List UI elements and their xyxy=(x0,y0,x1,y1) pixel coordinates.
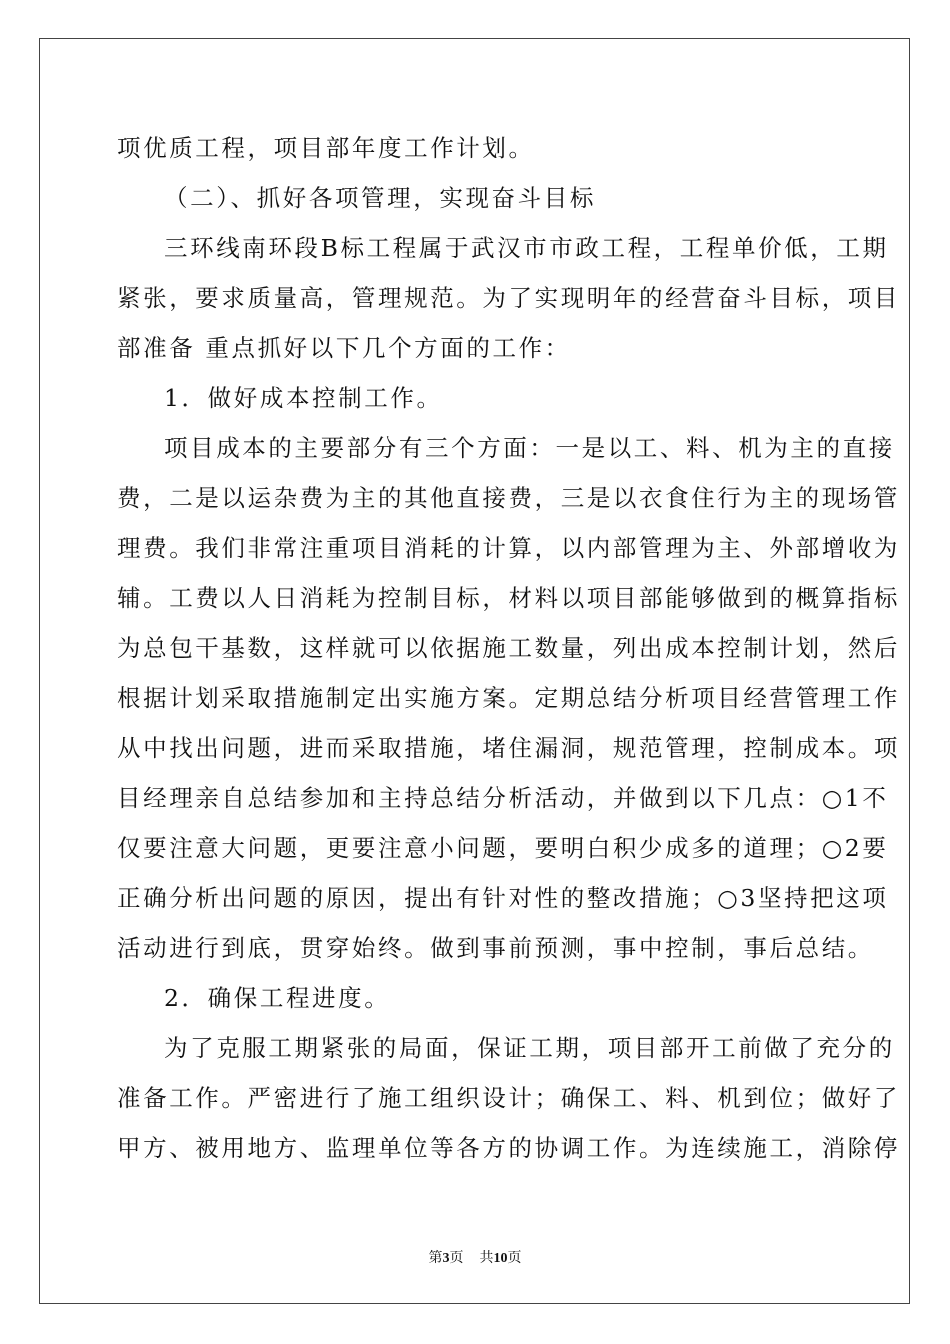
total-pages: 10 xyxy=(493,1251,508,1266)
text-line: 项优质工程，项目部年度工作计划。 xyxy=(117,134,535,162)
text-line: 部准备 重点抓好以下几个方面的工作： xyxy=(117,334,571,362)
text-line: 仅要注意大问题，更要注意小问题，要明白积少成多的道理；○2要 xyxy=(117,834,889,862)
text-line: 费，二是以运杂费为主的其他直接费，三是以衣食住行为主的现场管 xyxy=(117,484,900,512)
text-line: 活动进行到底，贯穿始终。做到事前预测，事中控制，事后总结。 xyxy=(117,934,874,962)
text-line: 紧张，要求质量高，管理规范。为了实现明年的经营奋斗目标，项目 xyxy=(117,284,900,312)
text-line: 从中找出问题，进而采取措施，堵住漏洞，规范管理，控制成本。项 xyxy=(117,734,900,762)
text-line: 三环线南环段B标工程属于武汉市市政工程，工程单价低，工期 xyxy=(164,234,889,262)
text-line: 为了克服工期紧张的局面，保证工期，项目部开工前做了充分的 xyxy=(164,1034,895,1062)
text-line: 正确分析出问题的原因，提出有针对性的整改措施；○3坚持把这项 xyxy=(117,884,889,912)
text-line: 甲方、被用地方、监理单位等各方的协调工作。为连续施工，消除停 xyxy=(117,1134,900,1162)
page-suffix: 页 xyxy=(449,1251,464,1266)
text-line: 辅。工费以人日消耗为控制目标，材料以项目部能够做到的概算指标 xyxy=(117,584,900,612)
page-prefix: 第 xyxy=(428,1251,443,1266)
text-line: 为总包干基数，这样就可以依据施工数量，列出成本控制计划，然后 xyxy=(117,634,900,662)
total-suffix: 页 xyxy=(507,1251,522,1266)
page-border xyxy=(39,38,910,1304)
subsection-heading: 1．做好成本控制工作。 xyxy=(164,384,443,412)
total-prefix: 共 xyxy=(479,1251,494,1266)
text-line: 理费。我们非常注重项目消耗的计算，以内部管理为主、外部增收为 xyxy=(117,534,900,562)
text-line: 项目成本的主要部分有三个方面：一是以工、料、机为主的直接 xyxy=(164,434,895,462)
text-line: 目经理亲自总结参加和主持总结分析活动，并做到以下几点：○1不 xyxy=(117,784,889,812)
section-heading: （二）、抓好各项管理，实现奋斗目标 xyxy=(164,184,596,212)
subsection-heading: 2．确保工程进度。 xyxy=(164,984,391,1012)
page-number: 3 xyxy=(442,1251,450,1266)
text-line: 准备工作。严密进行了施工组织设计；确保工、料、机到位；做好了 xyxy=(117,1084,900,1112)
page-footer xyxy=(0,1247,950,1267)
text-line: 根据计划采取措施制定出实施方案。定期总结分析项目经营管理工作 xyxy=(117,684,900,712)
